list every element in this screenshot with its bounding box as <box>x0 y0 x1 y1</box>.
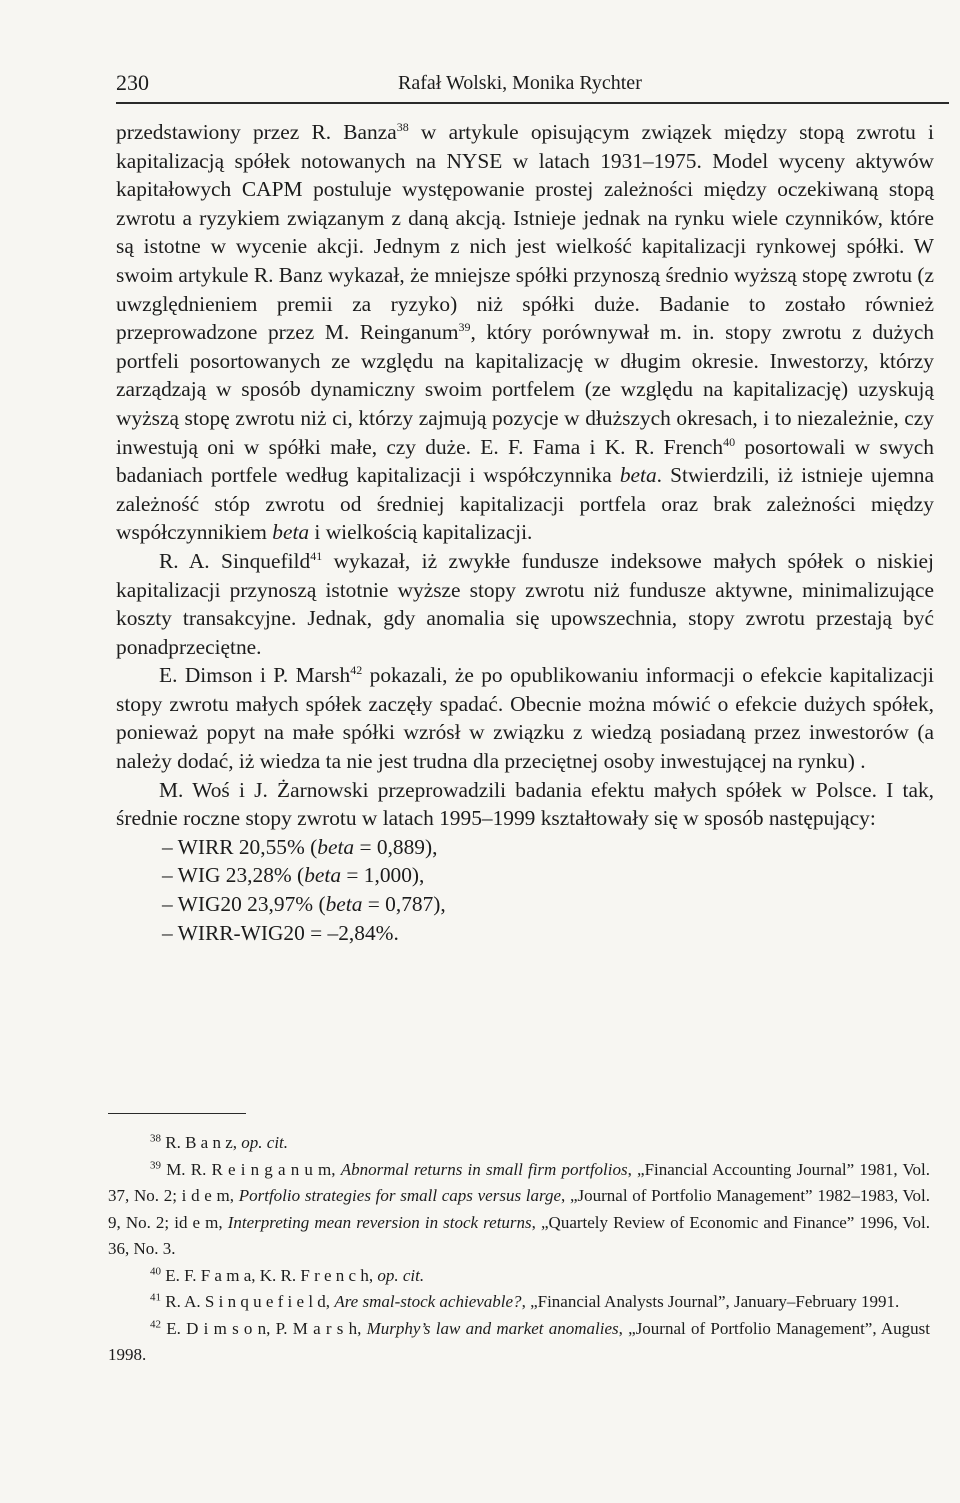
italic-beta: beta <box>619 463 657 488</box>
running-title: Rafał Wolski, Monika Rychter <box>398 72 642 94</box>
list-item <box>116 890 934 919</box>
footnote-40 <box>108 1263 930 1290</box>
footnote-number: 39 <box>150 1158 161 1171</box>
text: = 1,000), <box>341 863 425 888</box>
text: i d e m, <box>181 1186 235 1205</box>
italic-beta: beta <box>325 892 363 917</box>
italic-beta: beta <box>272 520 310 545</box>
footnote-author: E. F. F a m a, K. R. F r e n c h, <box>165 1265 374 1285</box>
footnote-author: R. B a n z, <box>165 1133 238 1152</box>
footnote-author: R. A. S i n q u e f i e l d, <box>165 1292 331 1311</box>
text: wykazał, iż zwykłe fundusze indeksowe małych spółek o niskiej kapitalizacji przynoszą istotnie wyższe stopy zwrotu niż fundusze aktywne, minimalizujące koszty transakcyjne. Jednak, gdy anomalia się upowszechnia, stopy zwrotu przestają być ponadprzeciętne. <box>116 548 934 659</box>
text: R. A. Sinquefild <box>159 548 311 573</box>
text: – WIRR 20,55% ( <box>162 834 318 859</box>
text: w artykule opisującym związek między stopą zwrotu i kapitalizacją spółek notowanych na NYSE w latach 1931–1975. Model wyceny aktywów kapitałowych CAPM postuluje występowanie prostej zależności między oczekiwaną stopą zwrotu a ryzykiem związanym z daną akcją. Istnieje jednak na rynku wiele czynników, które są istotne w wycenie akcji. Jednym z nich jest wielkość kapitalizacji rynkowej spółki. W swoim artykule R. Banz wykazał, że mniejsze spółki przynoszą średnio wyższą stopę zwrotu (z uwzględnieniem premii za ryzyko) niż spółki duże. Badanie to zostało również przeprowadzone przez M. Reinganum <box>116 120 934 345</box>
text: E. Dimson i P. Marsh <box>159 663 351 688</box>
text: M. Woś i J. Żarnowski przeprowadzili badania efektu małych spółek w Polsce. I tak, średnie roczne stopy zwrotu w latach 1995–1999 kształtowały się w sposób następujący: <box>116 777 934 831</box>
text: = 0,787), <box>362 892 446 917</box>
footnote-author: M. R. R e i n g a n u m, <box>166 1159 336 1179</box>
text: – WIG20 23,97% ( <box>162 892 326 917</box>
footnote-39 <box>108 1157 930 1263</box>
footnote-divider <box>108 1113 246 1114</box>
footnote-title: Are smal-stock achievable? <box>334 1292 522 1311</box>
footnote-number: 38 <box>150 1132 161 1145</box>
text: , „Journal of Portfolio Management”, August 1998. <box>108 1318 931 1364</box>
footnote-ref-39: 39 <box>458 320 471 335</box>
text: op. cit. <box>373 1265 425 1285</box>
footnote-ref-41: 41 <box>310 548 323 563</box>
list-item <box>116 861 934 890</box>
page-number: 230 <box>116 70 149 95</box>
text: , który porównywał m. in. stopy zwrotu z dużych portfeli posortowanych ze względu na kapitalizację w długim okresie. Inwestorzy, którzy zarządzają w sposób dynamiczny swoim portfelem (ze względu na kapitalizację) uzyskują wyższą stopę zwrotu niż ci, którzy zajmują pozycje w dłuższych okresach, i to niezależnie, czy inwestują oni w spółki małe, czy duże. E. F. Fama i K. R. French <box>116 320 935 459</box>
footnote-41 <box>108 1289 930 1316</box>
text: . Stwierdzili, iż istnieje ujemna zależność stóp zwrotu od średniej kapitalizacji portfela oraz brak zależności między współczynnikiem <box>116 463 934 545</box>
text: , „Financial Accounting Journal” 1981, Vol. 37, No. 2; <box>108 1159 931 1205</box>
footnote-ref-42: 42 <box>350 663 363 678</box>
footnote-number: 41 <box>150 1291 161 1304</box>
paragraph-3 <box>116 661 934 775</box>
returns-list <box>116 833 934 947</box>
list-item <box>116 833 934 862</box>
text: = 0,889), <box>354 834 438 859</box>
paragraph-2 <box>116 547 934 661</box>
text: id e m, <box>174 1212 223 1232</box>
paragraph-4 <box>116 776 934 833</box>
footnote-number: 40 <box>150 1264 161 1277</box>
text: posortowali w swych badaniach portfele według kapitalizacji i współczynnika <box>116 434 935 488</box>
italic-beta: beta <box>317 834 355 859</box>
italic-beta: beta <box>304 863 342 888</box>
text: , „Financial Analysts Journal”, January–February 1991. <box>521 1292 900 1311</box>
footnote-title: Abnormal returns in small firm portfolios <box>340 1159 628 1179</box>
list-item <box>116 919 934 948</box>
page-header <box>116 62 949 104</box>
text: – WIG 23,28% ( <box>162 863 305 888</box>
footnote-ref-38: 38 <box>396 119 409 134</box>
text: , „Journal of Portfolio Management” 1982–1983, Vol. 9, No. 2; <box>108 1186 931 1232</box>
footnote-number: 42 <box>150 1317 161 1330</box>
text: op. cit. <box>237 1133 289 1152</box>
text: , „Quartely Review of Economic and Finance” 1996, Vol. 36, No. 3. <box>108 1212 930 1258</box>
footnote-42 <box>108 1316 930 1369</box>
footnote-title: Portfolio strategies for small caps versus large <box>238 1186 562 1205</box>
paragraph-1 <box>116 118 934 547</box>
footnotes <box>108 1130 930 1369</box>
footnote-title: Interpreting mean reversion in stock returns <box>227 1212 532 1232</box>
main-text <box>116 118 934 947</box>
footnote-title: Murphy’s law and market anomalies <box>366 1318 619 1338</box>
text: – WIRR-WIG20 = –2,84%. <box>162 920 399 945</box>
footnote-38 <box>108 1130 930 1157</box>
footnote-author: E. D i m s o n, P. M a r s h, <box>166 1318 362 1338</box>
footnote-ref-40: 40 <box>723 434 736 449</box>
text: przedstawiony przez R. Banza <box>116 120 397 144</box>
text: i wielkością kapitalizacji. <box>309 520 533 545</box>
text: pokazali, że po opublikowaniu informacji o efekcie kapitalizacji stopy zwrotu małych spółek zaczęły spadać. Obecnie można mówić o efekcie dużych spółek, ponieważ popyt na małe spółki wzrósł w związku z wiedzą posiadaną przez inwestorów (a należy dodać, iż wiedza ta nie jest trudna dla przeciętnej osoby inwestującej na rynku) . <box>116 663 934 774</box>
